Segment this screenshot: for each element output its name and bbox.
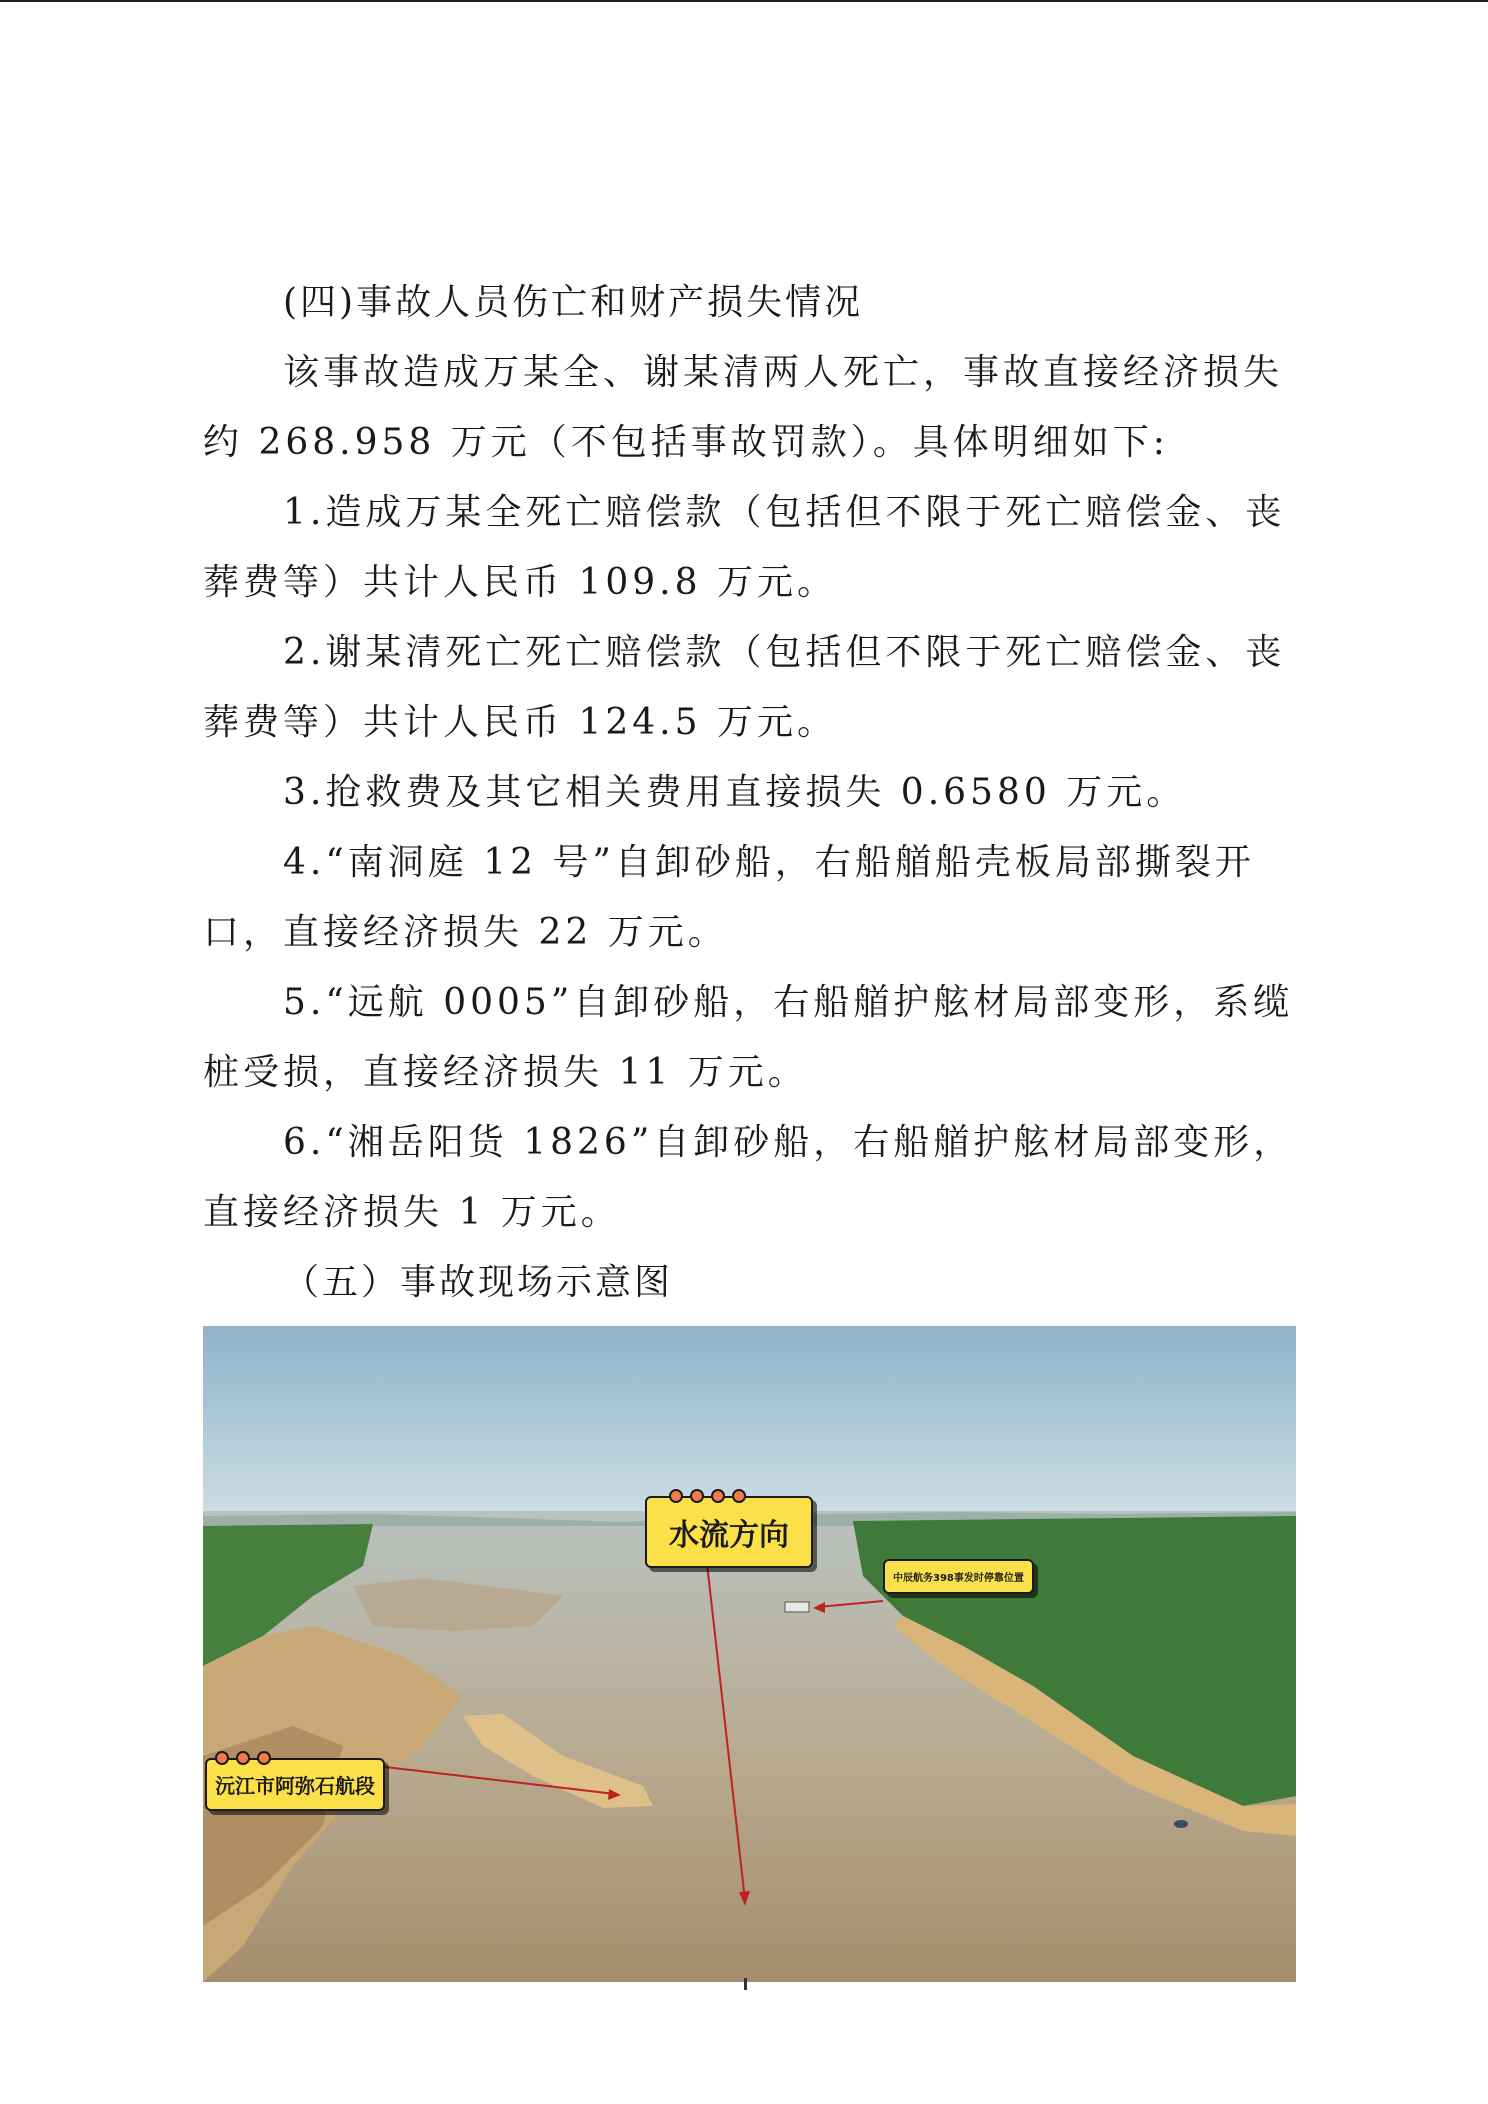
small-boat: [1174, 1820, 1188, 1828]
list-item-line: 6.“湘岳阳货 1826”自卸砂船，右船艏护舷材局部变形，: [283, 1122, 1294, 1163]
flow-direction-label: 水流方向: [669, 1518, 789, 1553]
callout-dots: [669, 1489, 746, 1503]
list-item-line: 口，直接经济损失 22 万元。: [203, 912, 728, 953]
flow-direction-callout: [645, 1496, 813, 1568]
list-item-line: 5.“远航 0005”自卸砂船，右船艏护舷材局部变形，系缆: [283, 982, 1294, 1023]
section-heading-4: (四)事故人员伤亡和财产损失情况: [283, 282, 864, 323]
list-item-line: 1.造成万某全死亡赔偿款（包括但不限于死亡赔偿金、丧: [283, 492, 1286, 533]
list-item-line: 葬费等）共计人民币 124.5 万元。: [203, 702, 837, 743]
paragraph-line: 该事故造成万某全、谢某清两人死亡，事故直接经济损失: [283, 352, 1284, 393]
section-heading-5: （五）事故现场示意图: [283, 1262, 674, 1303]
callout-dots: [215, 1751, 271, 1765]
list-item-line: 葬费等）共计人民币 109.8 万元。: [203, 562, 837, 603]
accident-scene-photo: [203, 1326, 1296, 1982]
aerial-river-photo: [203, 1326, 1296, 1982]
list-item-line: 2.谢某清死亡死亡赔偿款（包括但不限于死亡赔偿金、丧: [283, 632, 1286, 673]
list-item-line: 桩受损，直接经济损失 11 万元。: [203, 1052, 808, 1093]
site-label: 沅江市阿弥石航段: [215, 1774, 375, 1798]
moored-ship: [785, 1602, 809, 1612]
ship-position-callout: [883, 1559, 1034, 1594]
list-item-line: 直接经济损失 1 万元。: [203, 1192, 621, 1233]
top-rule: [0, 0, 1488, 2]
page-number-mark: [744, 1978, 747, 1990]
paragraph-line: 约 268.958 万元（不包括事故罚款）。具体明细如下:: [203, 422, 1169, 463]
list-item-line: 3.抢救费及其它相关费用直接损失 0.6580 万元。: [283, 772, 1187, 813]
site-callout: [205, 1758, 385, 1811]
document-body: [203, 268, 1303, 1318]
ship-position-label: 中辰航务398事发时停靠位置: [893, 1573, 1024, 1584]
list-item-line: 4.“南洞庭 12 号”自卸砂船，右船艏船壳板局部撕裂开: [283, 842, 1255, 883]
